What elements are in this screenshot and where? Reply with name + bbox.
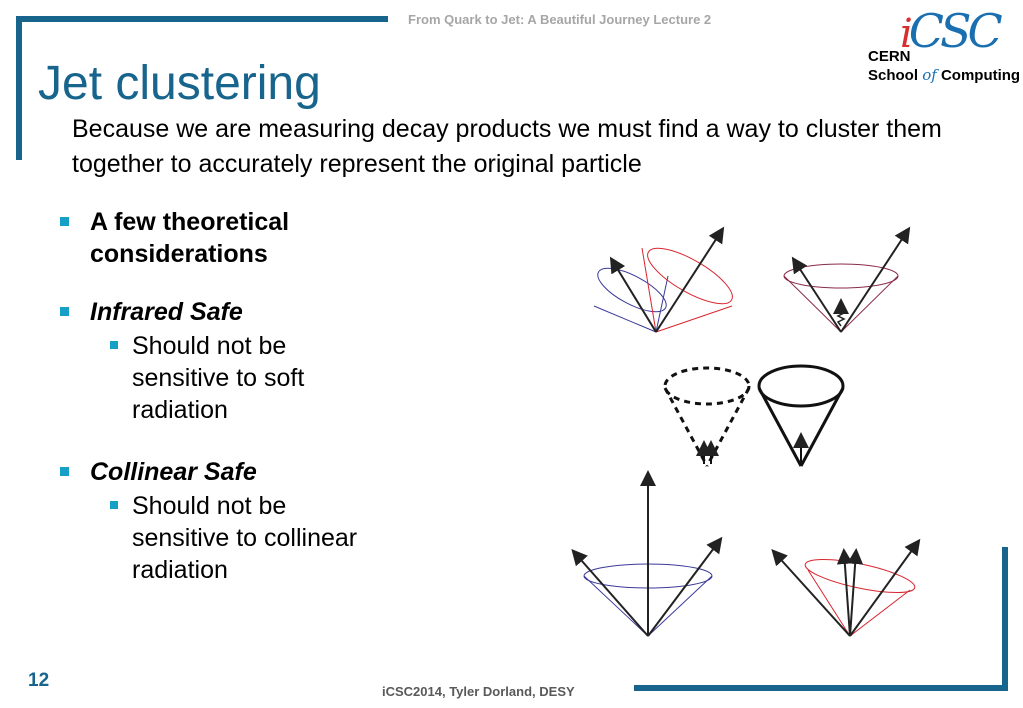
- logo-cern-text: CERN: [868, 48, 911, 65]
- footer-credit: iCSC2014, Tyler Dorland, DESY: [382, 684, 575, 699]
- ir-safe-cone-diagram: [784, 230, 908, 332]
- sub-bullet-text: Should not be sensitive to collinear radiation: [132, 492, 358, 584]
- bullet-marker: [60, 467, 69, 476]
- bullet-item: [58, 206, 388, 270]
- slide-number: 12: [28, 670, 50, 691]
- slide-intro: Because we are measuring decay products we must find a way to cluster them together to accurately represent the original particle: [72, 115, 942, 178]
- logo-school-text: School of Computing: [868, 66, 1021, 84]
- icsc-logo-mark: iCSC: [900, 4, 999, 58]
- bullet-text: Infrared Safe: [90, 298, 243, 326]
- bullet-marker: [60, 217, 69, 226]
- sub-bullet-item: [58, 330, 388, 426]
- lecture-header: From Quark to Jet: A Beautiful Journey Lecture 2: [408, 12, 712, 27]
- frame-bottom-bar: [634, 685, 1008, 691]
- bullet-list: [58, 206, 388, 586]
- collinear-safe-cone-diagram: [574, 474, 720, 636]
- bullet-text: Collinear Safe: [90, 458, 257, 486]
- sub-bullet-marker: [110, 341, 118, 349]
- sub-bullet-item: [58, 490, 388, 586]
- bullet-marker: [60, 307, 69, 316]
- collinear-cones-diagram: [665, 366, 843, 466]
- frame-right-bar: [1002, 547, 1008, 691]
- bullet-item: [58, 296, 388, 328]
- frame-top-bar: [16, 16, 388, 22]
- sub-bullet-marker: [110, 501, 118, 509]
- icsc-logo: [866, 4, 1021, 90]
- bullet-item: [58, 456, 388, 488]
- bullet-text: A few theoretical considerations: [90, 208, 290, 268]
- collinear-unsafe-cone-diagram: [774, 542, 918, 636]
- frame-left-bar: [16, 16, 22, 160]
- jet-safety-diagram: [560, 218, 940, 648]
- ir-unsafe-cones-diagram: [592, 230, 740, 332]
- sub-bullet-text: Should not be sensitive to soft radiation: [132, 332, 305, 424]
- slide-title: Jet clustering: [38, 57, 321, 110]
